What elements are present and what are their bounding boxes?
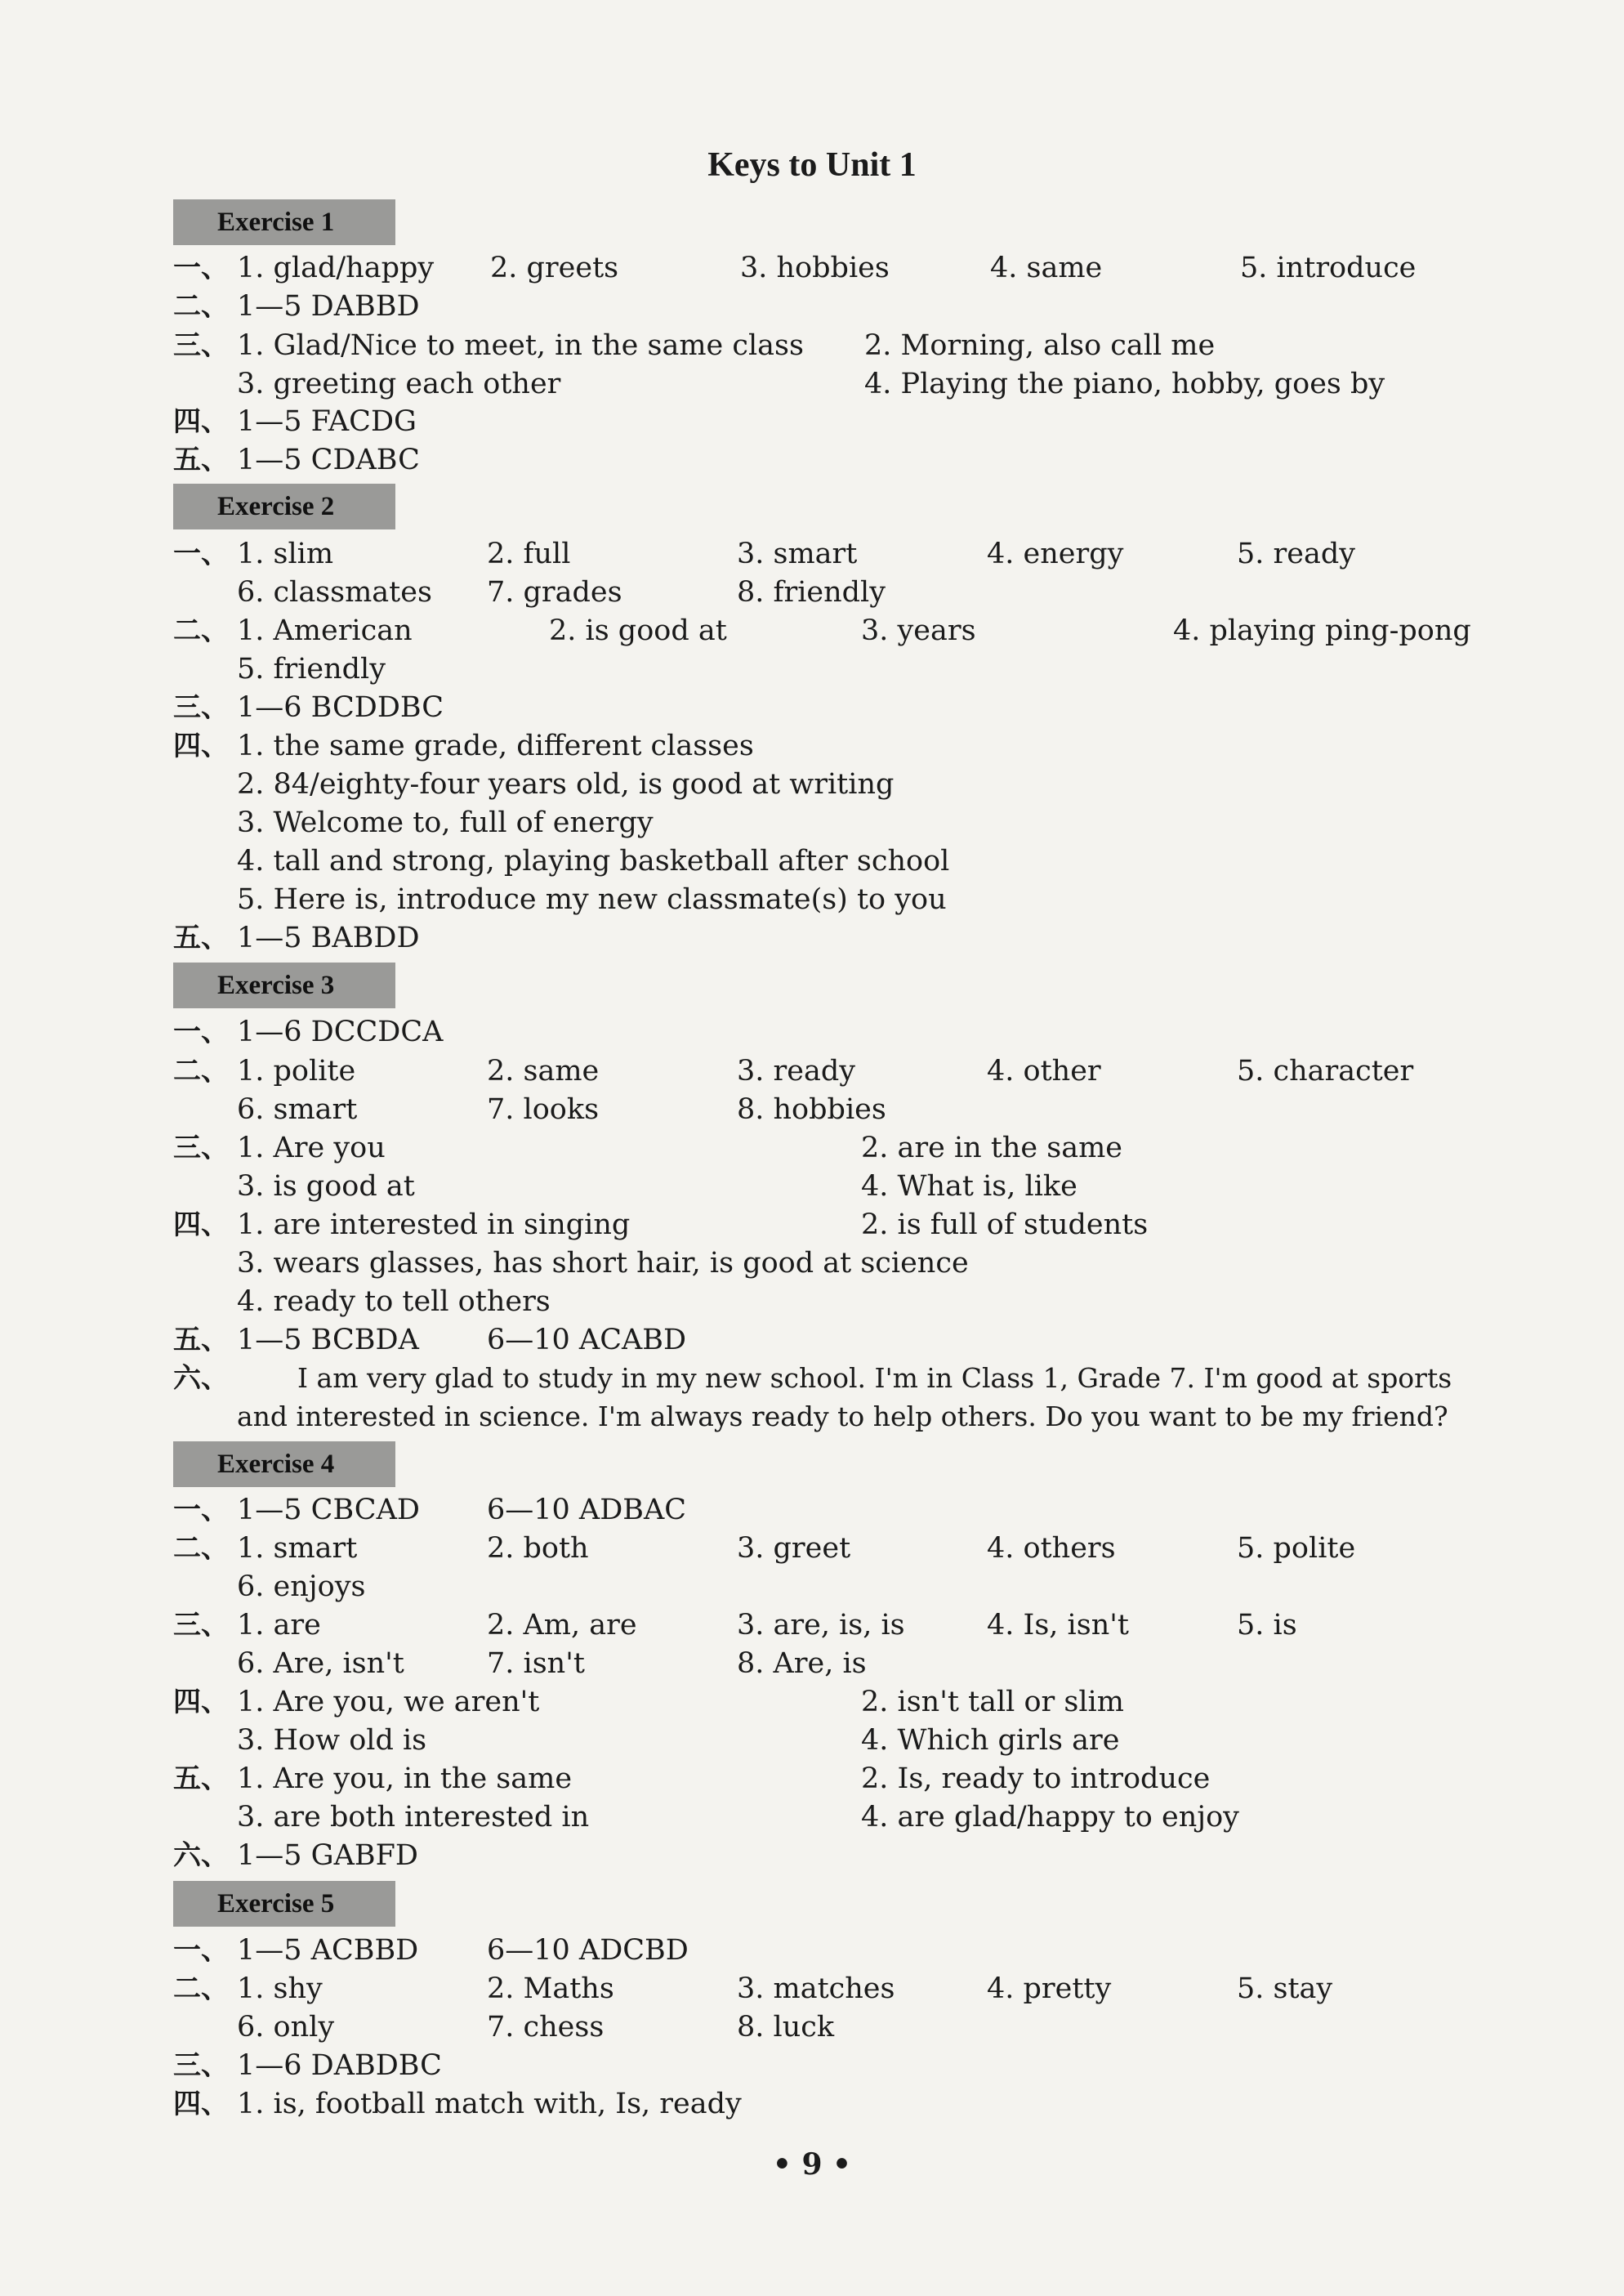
answer: 1—5 GABFD — [237, 1839, 418, 1872]
answer: 2. is good at — [549, 614, 727, 647]
answer: 1. glad/happy — [237, 252, 435, 284]
answer: 1—5 BABDD — [237, 922, 420, 954]
exercise-3-heading: Exercise 3 — [173, 963, 395, 1008]
answer: 1—5 ACBBD — [237, 1934, 419, 1967]
answer: 1—5 DABBD — [237, 290, 420, 323]
answer: 3. are, is, is — [737, 1609, 905, 1642]
answer: 1. are — [237, 1609, 321, 1642]
answer: 2. Maths — [487, 1972, 614, 2005]
answer: 4. others — [987, 1532, 1116, 1565]
answer: 3. are both interested in — [237, 1801, 590, 1834]
answer: 5. ready — [1237, 538, 1356, 570]
section-marker: 四、 — [173, 730, 229, 762]
answer: 3. ready — [737, 1055, 856, 1088]
page-title: Keys to Unit 1 — [707, 146, 917, 184]
answer: 3. matches — [737, 1972, 895, 2005]
answer: 1. shy — [237, 1972, 323, 2005]
answer: 4. pretty — [987, 1972, 1112, 2005]
answer: 6—10 ADCBD — [487, 1934, 689, 1967]
answer: 1—5 CBCAD — [237, 1494, 420, 1526]
answer: 6—10 ADBAC — [487, 1494, 687, 1526]
section-marker: 一、 — [173, 1934, 229, 1967]
answer: 4. Playing the piano, hobby, goes by — [864, 368, 1385, 400]
answer: 5. is — [1237, 1609, 1297, 1642]
section-marker: 一、 — [173, 1016, 229, 1048]
section-marker: 五、 — [173, 444, 229, 476]
answer: 8. Are, is — [737, 1647, 867, 1680]
section-marker: 三、 — [173, 329, 229, 362]
section-marker: 四、 — [173, 1208, 229, 1241]
answer: 1. is, football match with, Is, ready — [237, 2088, 742, 2120]
answer: 3. hobbies — [740, 252, 890, 284]
answer: 2. Am, are — [487, 1609, 637, 1642]
answer: 6—10 ACABD — [487, 1324, 687, 1356]
section-marker: 二、 — [173, 1972, 229, 2005]
answer: 1. Are you, in the same — [237, 1762, 573, 1795]
answer: 6. smart — [237, 1093, 358, 1126]
answer: 3. is good at — [237, 1170, 415, 1203]
answer: 7. isn't — [487, 1647, 585, 1680]
answer: 1—5 BCBDA — [237, 1324, 419, 1356]
section-marker: 三、 — [173, 1132, 229, 1164]
answer: 2. Is, ready to introduce — [861, 1762, 1211, 1795]
exercise-1-heading: Exercise 1 — [173, 199, 395, 245]
answer: 1. Are you, we aren't — [237, 1686, 540, 1718]
answer: 6. classmates — [237, 576, 432, 609]
section-marker: 一、 — [173, 1494, 229, 1526]
answer: 7. chess — [487, 2011, 605, 2044]
section-marker: 三、 — [173, 2049, 229, 2082]
answer: 5. Here is, introduce my new classmate(s) to you — [237, 883, 947, 916]
answer: 4. same — [990, 252, 1103, 284]
answer: 2. 84/eighty-four years old, is good at writing — [237, 768, 895, 801]
answer: 3. greeting each other — [237, 368, 561, 400]
answer: 1. polite — [237, 1055, 356, 1088]
section-marker: 二、 — [173, 290, 229, 323]
answer: 1. smart — [237, 1532, 358, 1565]
answer: 1—5 FACDG — [237, 405, 417, 438]
section-marker: 四、 — [173, 405, 229, 438]
answer: 7. looks — [487, 1093, 600, 1126]
answer: 2. same — [487, 1055, 600, 1088]
answer: 3. How old is — [237, 1724, 427, 1757]
answer: 4. What is, like — [861, 1170, 1077, 1203]
exercise-2-heading: Exercise 2 — [173, 484, 395, 529]
section-marker: 六、 — [173, 1839, 229, 1872]
answer-paragraph: I am very glad to study in my new school. I'm in Class 1, Grade 7. I'm good at sports — [297, 1362, 1452, 1394]
answer: 6. enjoys — [237, 1570, 366, 1603]
answer: 8. friendly — [737, 576, 886, 609]
answer: 8. luck — [737, 2011, 835, 2044]
answer: 3. greet — [737, 1532, 851, 1565]
answer: 3. Welcome to, full of energy — [237, 806, 654, 839]
answer: 4. tall and strong, playing basketball after school — [237, 845, 950, 878]
section-marker: 六、 — [173, 1362, 229, 1395]
answer: 5. introduce — [1240, 252, 1417, 284]
answer: 4. Is, isn't — [987, 1609, 1129, 1642]
section-marker: 二、 — [173, 614, 229, 647]
exercise-5-heading: Exercise 5 — [173, 1881, 395, 1927]
section-marker: 四、 — [173, 2088, 229, 2120]
section-marker: 一、 — [173, 538, 229, 570]
answer: 2. both — [487, 1532, 589, 1565]
answer: 4. ready to tell others — [237, 1285, 551, 1318]
answer: 2. full — [487, 538, 571, 570]
exercise-4-heading: Exercise 4 — [173, 1441, 395, 1487]
page-number: • 9 • — [772, 2147, 852, 2182]
answer: 2. Morning, also call me — [864, 329, 1216, 362]
answer: 6. Are, isn't — [237, 1647, 404, 1680]
section-marker: 三、 — [173, 1609, 229, 1642]
section-marker: 二、 — [173, 1055, 229, 1088]
section-marker: 一、 — [173, 252, 229, 284]
section-marker: 五、 — [173, 1762, 229, 1795]
section-marker: 三、 — [173, 691, 229, 724]
answer: 5. stay — [1237, 1972, 1333, 2005]
answer: 5. friendly — [237, 653, 386, 686]
answer: 1—5 CDABC — [237, 444, 420, 476]
answer: 1. Are you — [237, 1132, 386, 1164]
answer: 4. other — [987, 1055, 1101, 1088]
answer: 1. slim — [237, 538, 334, 570]
answer: 3. smart — [737, 538, 858, 570]
section-marker: 四、 — [173, 1686, 229, 1718]
section-marker: 五、 — [173, 922, 229, 954]
answer: 4. are glad/happy to enjoy — [861, 1801, 1239, 1834]
section-marker: 五、 — [173, 1324, 229, 1356]
answer: 4. energy — [987, 538, 1124, 570]
answer: 5. character — [1237, 1055, 1414, 1088]
answer: 5. polite — [1237, 1532, 1356, 1565]
answer: 6. only — [237, 2011, 335, 2044]
answer: 8. hobbies — [737, 1093, 886, 1126]
answer: 1. are interested in singing — [237, 1208, 631, 1241]
answer: 3. wears glasses, has short hair, is good at science — [237, 1247, 969, 1280]
answer: 1—6 BCDDBC — [237, 691, 444, 724]
answer: 7. grades — [487, 576, 622, 609]
section-marker: 二、 — [173, 1532, 229, 1565]
answer: 3. years — [861, 614, 976, 647]
answer-paragraph: and interested in science. I'm always ready to help others. Do you want to be my friend? — [237, 1400, 1448, 1432]
answer: 2. is full of students — [861, 1208, 1149, 1241]
answer: 4. playing ping-pong — [1173, 614, 1471, 647]
answer: 4. Which girls are — [861, 1724, 1120, 1757]
answer: 1. the same grade, different classes — [237, 730, 754, 762]
answer: 2. greets — [490, 252, 619, 284]
answer: 2. are in the same — [861, 1132, 1122, 1164]
answer: 1—6 DABDBC — [237, 2049, 442, 2082]
answer: 2. isn't tall or slim — [861, 1686, 1124, 1718]
answer: 1. American — [237, 614, 413, 647]
answer: 1. Glad/Nice to meet, in the same class — [237, 329, 804, 362]
answer: 1—6 DCCDCA — [237, 1016, 444, 1048]
